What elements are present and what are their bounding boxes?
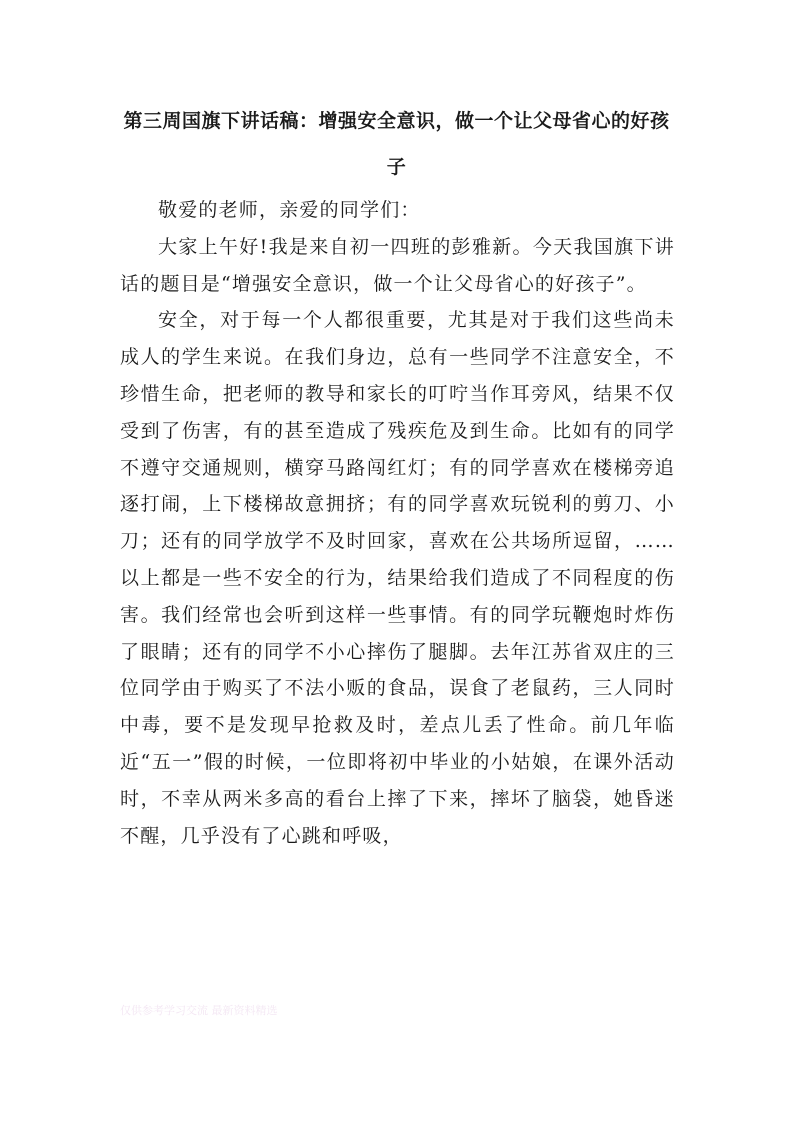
faint-watermark: 仅供参考学习交流 最新资料精选 [120, 1004, 278, 1017]
salutation-paragraph: 敬爱的老师，亲爱的同学们： [158, 199, 421, 221]
document-body [120, 192, 675, 854]
safety-paragraph: 安全，对于每一个人都很重要，尤其是对于我们这些尚未成人的学生来说。在我们身边，总有一些同学不注意安全，不珍惜生命，把老师的教导和家长的叮咛当作耳旁风，结果不仅受到了伤害，有的甚至造成了残疾危及到生命。比如有的同学不遵守交通规则，横穿马路闯红灯；有的同学喜欢在楼梯旁追逐打闹，上下楼梯故意拥挤；有的同学喜欢玩锐利的剪刀、小刀；还有的同学放学不及时回家，喜欢在公共场所逗留，……以上都是一些不安全的行为，结果给我们造成了不同程度的伤害。我们经常也会听到这样一些事情。有的同学玩鞭炮时炸伤了眼睛；还有的同学不小心摔伤了腿脚。去年江苏省双庄的三位同学由于购买了不法小贩的食品，误食了老鼠药，三人同时中毒，要不是发现早抢救及时，差点儿丢了性命。前几年临近“五一”假的时候，一位即将初中毕业的小姑娘，在课外活动时，不幸从两米多高的看台上摔了下来，摔坏了脑袋，她昏迷不醒，几乎没有了心跳和呼吸， [120, 309, 675, 847]
intro-paragraph: 大家上午好!我是来自初一四班的彭雅新。今天我国旗下讲话的题目是“增强安全意识，做一个让父母省心的好孩子”。 [120, 235, 675, 295]
document-title: 第三周国旗下讲话稿：增强安全意识，做一个让父母省心的好孩子 [123, 110, 670, 178]
